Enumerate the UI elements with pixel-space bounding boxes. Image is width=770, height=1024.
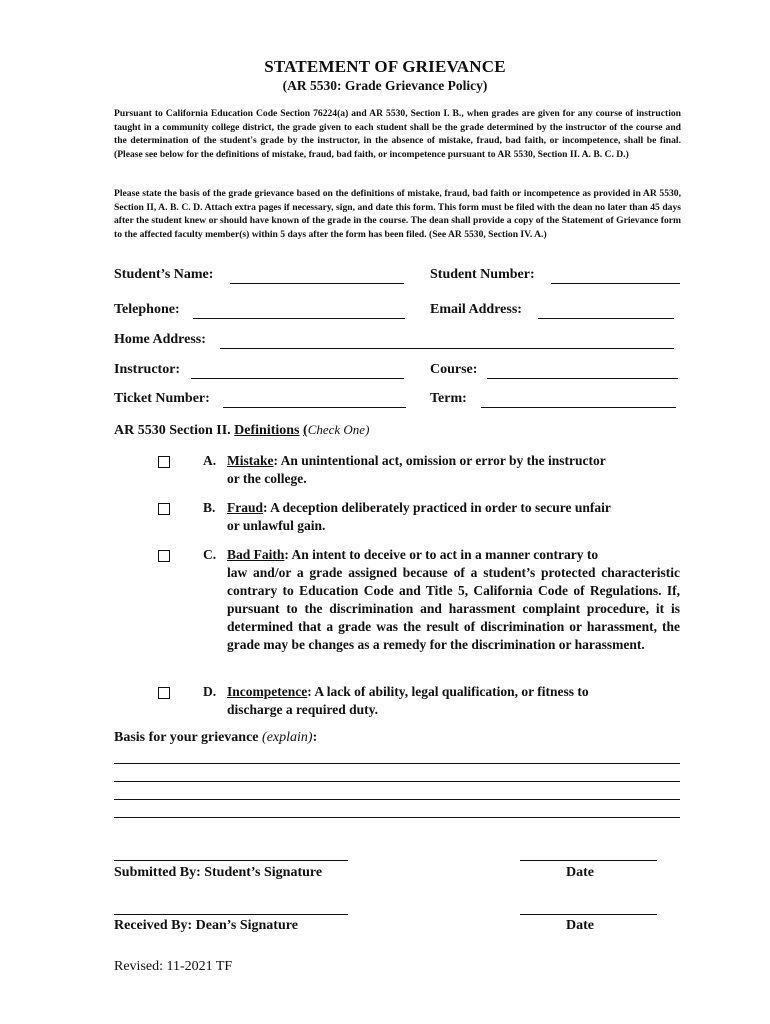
date-label: Date: [566, 918, 594, 933]
definitions-heading: AR 5530 Section II. Definitions (Check One): [114, 422, 370, 438]
submitted-by-label: Submitted By: Student’s Signature: [114, 865, 323, 880]
ticket-number-label: Ticket Number:: [114, 391, 210, 406]
intro-paragraph-2: Please state the basis of the grade grievance based on the definitions of mistake, fraud, bad faith or incompetence as provided in AR 5530, Section II, A. B. C. D. Attach extra pages if necessary, sign, and date this form. This form must be filed with the dean no later than 45 days after the student knew or should have known of the grade in the course. The dean shall provide a copy of the Statement of Grievance form to the affected faculty member(s) within 5 days after the form has been filed. (See AR 5530, Section IV. A.): [114, 188, 681, 240]
explanation-line[interactable]: [114, 817, 680, 818]
home-address-field[interactable]: [220, 347, 674, 349]
fraud-checkbox[interactable]: [158, 503, 170, 515]
intro-paragraph-1: Pursuant to California Education Code Section 76224(a) and AR 5530, Section I. B., when grades are given for any course of instruction taught in a community college district, the grade given to each student shall be the grade determined by the instructor of the course and the determination of the student's grade by the instructor, in the absence of mistake, fraud, bad faith, or incompetence, shall be final. (Please see below for the definitions of mistake, fraud, bad faith, or incompetence pursuant to AR 5530, Section II. A. B. C. D.): [114, 108, 681, 160]
course-label: Course:: [430, 362, 478, 377]
student-name-field[interactable]: [230, 282, 404, 284]
explanation-line[interactable]: [114, 763, 680, 764]
form-subtitle: (AR 5530: Grade Grievance Policy): [282, 78, 488, 93]
telephone-field[interactable]: [193, 317, 405, 319]
option-fraud: B. Fraud: A deception deliberately practiced in order to secure unfair or unlawful gain.: [203, 500, 611, 533]
option-incompetence: D. Incompetence: A lack of ability, legal qualification, or fitness to discharge a required duty.: [203, 684, 589, 717]
incompetence-checkbox[interactable]: [158, 687, 170, 699]
term-field[interactable]: [481, 406, 676, 408]
student-date-line[interactable]: [520, 860, 657, 861]
email-label: Email Address:: [430, 302, 522, 317]
student-number-label: Student Number:: [430, 267, 535, 282]
ticket-number-field[interactable]: [223, 406, 406, 408]
student-number-field[interactable]: [551, 282, 680, 284]
home-address-label: Home Address:: [114, 332, 206, 347]
course-field[interactable]: [487, 377, 678, 379]
explanation-line[interactable]: [114, 799, 680, 800]
dean-date-line[interactable]: [520, 914, 657, 915]
mistake-checkbox[interactable]: [158, 456, 170, 468]
student-name-label: Student’s Name:: [114, 267, 214, 282]
telephone-label: Telephone:: [114, 302, 180, 317]
revision-note: Revised: 11-2021 TF: [114, 959, 233, 974]
instructor-field[interactable]: [191, 377, 404, 379]
basis-label: Basis for your grievance (explain):: [114, 730, 318, 745]
form-title: STATEMENT OF GRIEVANCE: [264, 57, 506, 76]
term-label: Term:: [430, 391, 467, 406]
email-field[interactable]: [538, 317, 674, 319]
dean-signature-line[interactable]: [114, 914, 348, 915]
bad-faith-checkbox[interactable]: [158, 550, 170, 562]
option-bad-faith: C. Bad Faith: An intent to deceive or to act in a manner contrary to law and/or a grade assigned because of a student’s protected characteristic contrary to Education Code and Title 5, California Code of Regulations. If, pursuant to the discrimination and harassment complaint procedure, it is determined that a grade was the result of discrimination or harassment, the grade may be changes as a remedy for the discrimination or harassment.: [203, 547, 680, 652]
instructor-label: Instructor:: [114, 362, 181, 377]
explanation-line[interactable]: [114, 781, 680, 782]
option-mistake: A. Mistake: An unintentional act, omission or error by the instructor or the college.: [203, 453, 606, 486]
date-label: Date: [566, 865, 594, 880]
received-by-label: Received By: Dean’s Signature: [114, 918, 298, 933]
student-signature-line[interactable]: [114, 860, 348, 861]
